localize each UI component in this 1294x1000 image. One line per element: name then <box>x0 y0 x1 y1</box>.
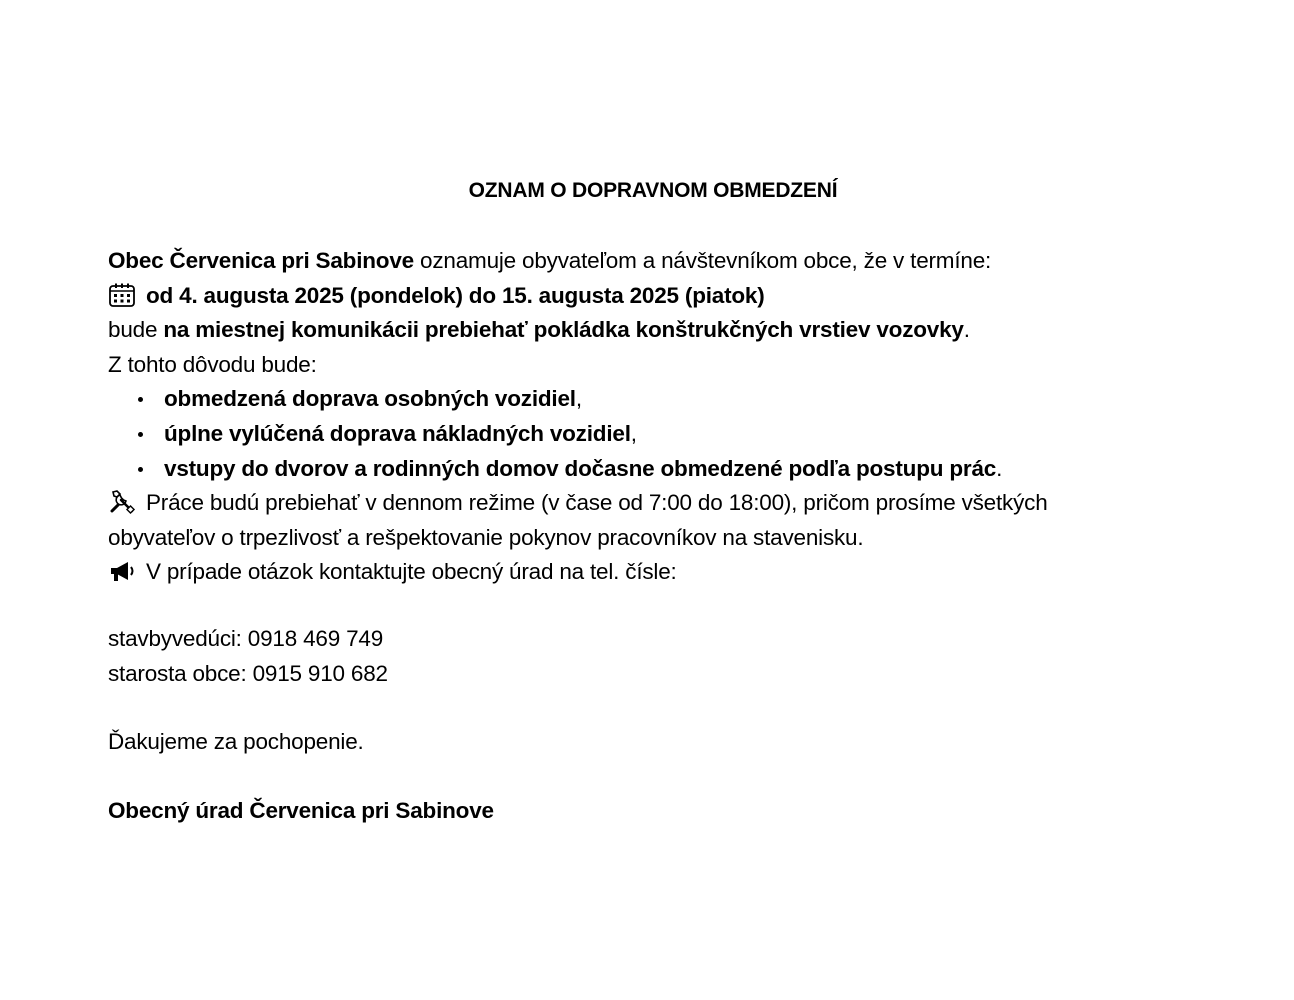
restrictions-list <box>108 382 1198 486</box>
contact-mayor: starosta obce: 0915 910 682 <box>108 660 388 686</box>
spacer <box>108 691 1198 725</box>
intro-text: oznamuje obyvateľom a návštevníkom obce, že v termíne: <box>413 248 992 273</box>
restriction-suffix: . <box>996 455 1003 481</box>
restriction-suffix: , <box>575 386 582 412</box>
reason-line: Z tohto dôvodu bude: <box>108 351 317 377</box>
bullet-icon <box>138 397 143 402</box>
restriction-suffix: , <box>630 420 637 446</box>
thanks-line: Ďakujeme za pochopenie. <box>108 729 364 755</box>
list-item <box>134 417 1198 452</box>
contact-note-text: V prípade otázok kontaktujte obecný úrad na tel. čísle: <box>146 559 677 585</box>
municipality-name: Obec Červenica pri Sabinove <box>108 248 414 273</box>
works-note-line <box>108 486 1198 521</box>
bullet-icon <box>138 432 143 437</box>
signature <box>108 794 1198 829</box>
tools-icon <box>108 489 136 515</box>
intro-line <box>108 244 1198 279</box>
work-line <box>108 313 1198 348</box>
spacer <box>108 760 1198 794</box>
calendar-icon <box>108 282 136 308</box>
works-note-line-2: obyvateľov o trpezlivosť a rešpektovanie pokynov pracovníkov na stavenisku. <box>108 524 864 550</box>
megaphone-icon <box>108 558 136 584</box>
works-note-text-1: Práce budú prebiehať v dennom režime (v čase od 7:00 do 18:00), pričom prosíme všetkých <box>146 490 1048 516</box>
notice-title: OZNAM O DOPRAVNOM OBMEDZENÍ <box>468 179 838 202</box>
signature-text: Obecný úrad Červenica pri Sabinove <box>108 797 494 823</box>
list-item <box>134 382 1198 417</box>
restriction-text: úplne vylúčená doprava nákladných vozidiel <box>164 420 631 446</box>
spacer <box>108 590 1198 622</box>
list-item <box>134 452 1198 487</box>
notice-document <box>108 172 1198 828</box>
work-suffix: . <box>963 317 970 343</box>
restriction-text: vstupy do dvorov a rodinných domov dočasne obmedzené podľa postupu prác <box>164 455 997 481</box>
bullet-icon <box>138 467 143 472</box>
restriction-text: obmedzená doprava osobných vozidiel <box>164 386 576 412</box>
work-prefix: bude <box>108 317 164 343</box>
contact-site-manager: stavbyvedúci: 0918 469 749 <box>108 625 384 651</box>
contact-note-line <box>108 555 1198 590</box>
date-line <box>108 279 1198 314</box>
date-range: od 4. augusta 2025 (pondelok) do 15. augusta 2025 (piatok) <box>146 282 765 308</box>
work-description: na miestnej komunikácii prebiehať pokládka konštrukčných vrstiev vozovky <box>163 317 964 343</box>
